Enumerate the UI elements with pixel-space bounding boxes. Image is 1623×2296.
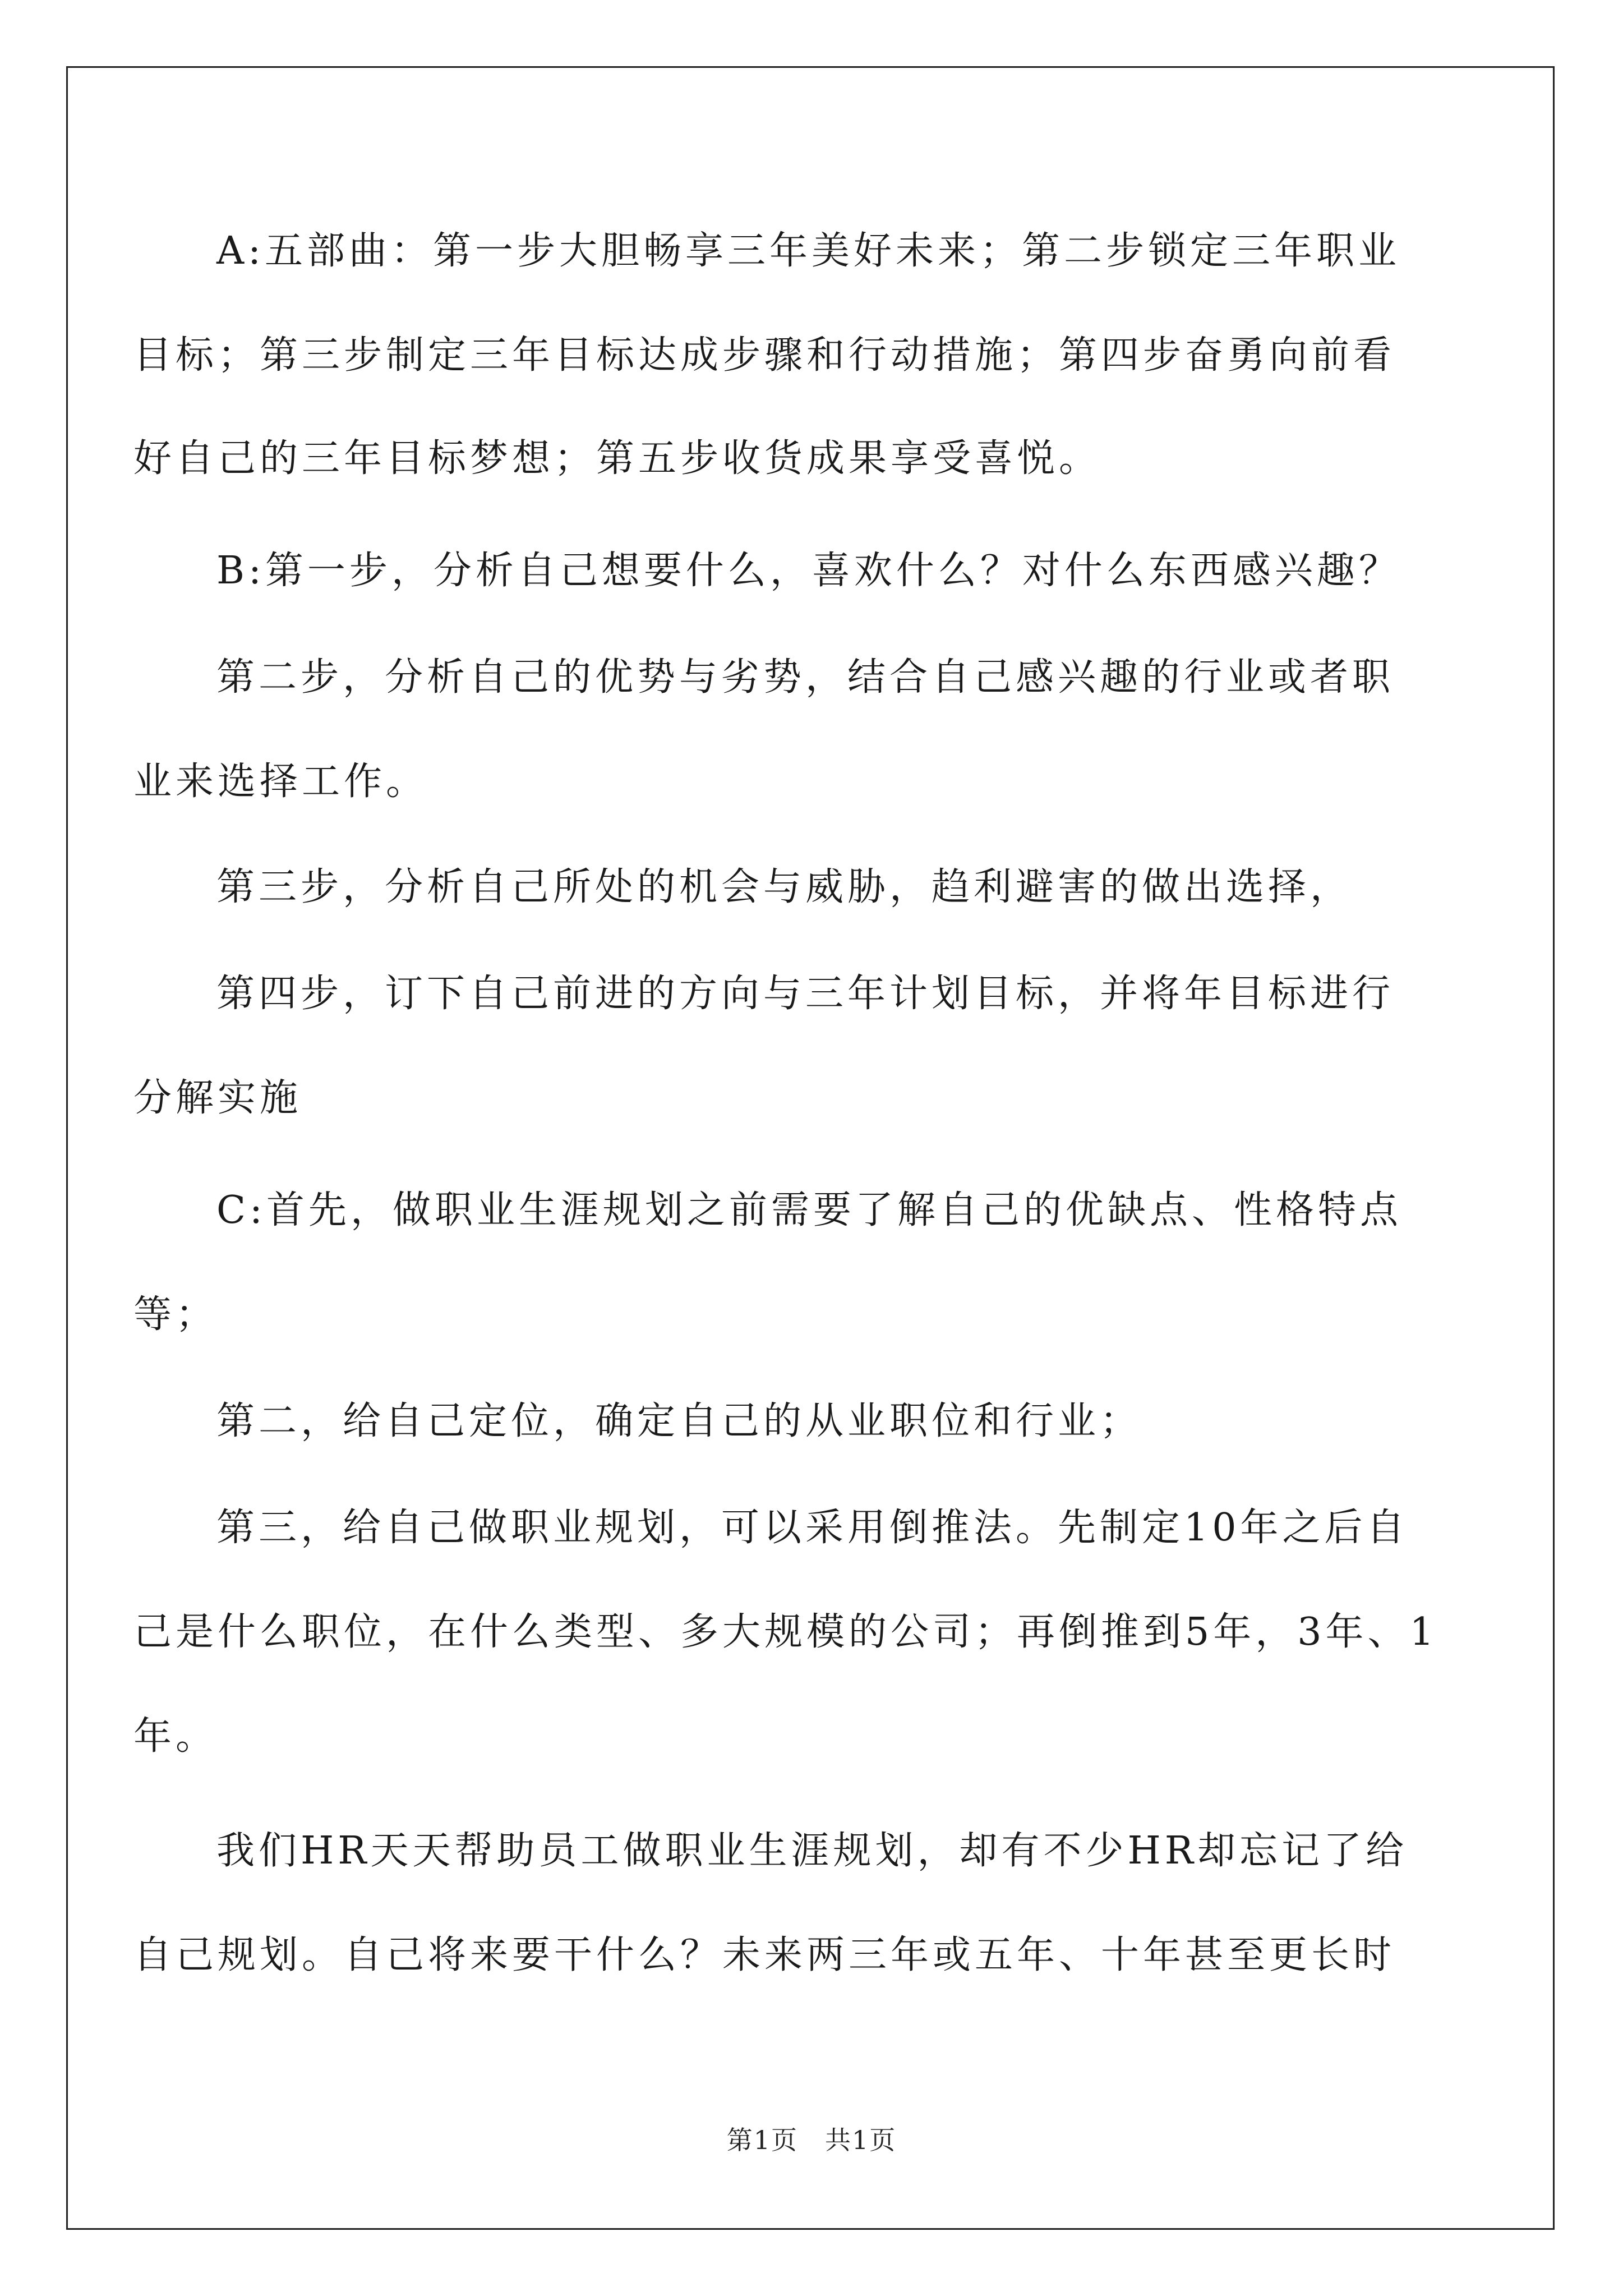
text-line: C:首先，做职业生涯规划之前需要了解自己的优缺点、性格特点 <box>216 1188 1402 1232</box>
text-line: 好自己的三年目标梦想；第五步收货成果享受喜悦。 <box>133 436 1101 481</box>
text-line: 第三步，分析自己所处的机会与威胁，趋利避害的做出选择， <box>216 865 1353 909</box>
text-line: 第四步，订下自己前进的方向与三年计划目标，并将年目标进行 <box>216 972 1395 1016</box>
text-line: A:五部曲：第一步大胆畅享三年美好未来；第二步锁定三年职业 <box>216 229 1401 273</box>
text-line: 等； <box>133 1292 218 1337</box>
text-line: 我们HR天天帮助员工做职业生涯规划，却有不少HR却忘记了给 <box>216 1829 1408 1873</box>
text-line: 年。 <box>133 1714 218 1759</box>
text-line: 自己规划。自己将来要干什么？未来两三年或五年、十年甚至更长时 <box>133 1933 1396 1977</box>
page-number-footer: 第1页 共1页 <box>726 2125 897 2155</box>
text-line: 业来选择工作。 <box>133 760 428 804</box>
text-line: 目标；第三步制定三年目标达成步骤和行动措施；第四步奋勇向前看 <box>133 333 1396 378</box>
text-line: B:第一步，分析自己想要什么，喜欢什么？对什么东西感兴趣？ <box>216 549 1401 593</box>
text-line: 己是什么职位，在什么类型、多大规模的公司；再倒推到5年，3年、1 <box>133 1610 1438 1654</box>
text-line: 分解实施 <box>133 1076 302 1120</box>
page-border <box>66 66 1555 2230</box>
text-line: 第二，给自己定位，确定自己的从业职位和行业； <box>216 1399 1142 1443</box>
text-line: 第三，给自己做职业规划，可以采用倒推法。先制定10年之后自 <box>216 1506 1409 1550</box>
text-line: 第二步，分析自己的优势与劣势，结合自己感兴趣的行业或者职 <box>216 655 1395 700</box>
